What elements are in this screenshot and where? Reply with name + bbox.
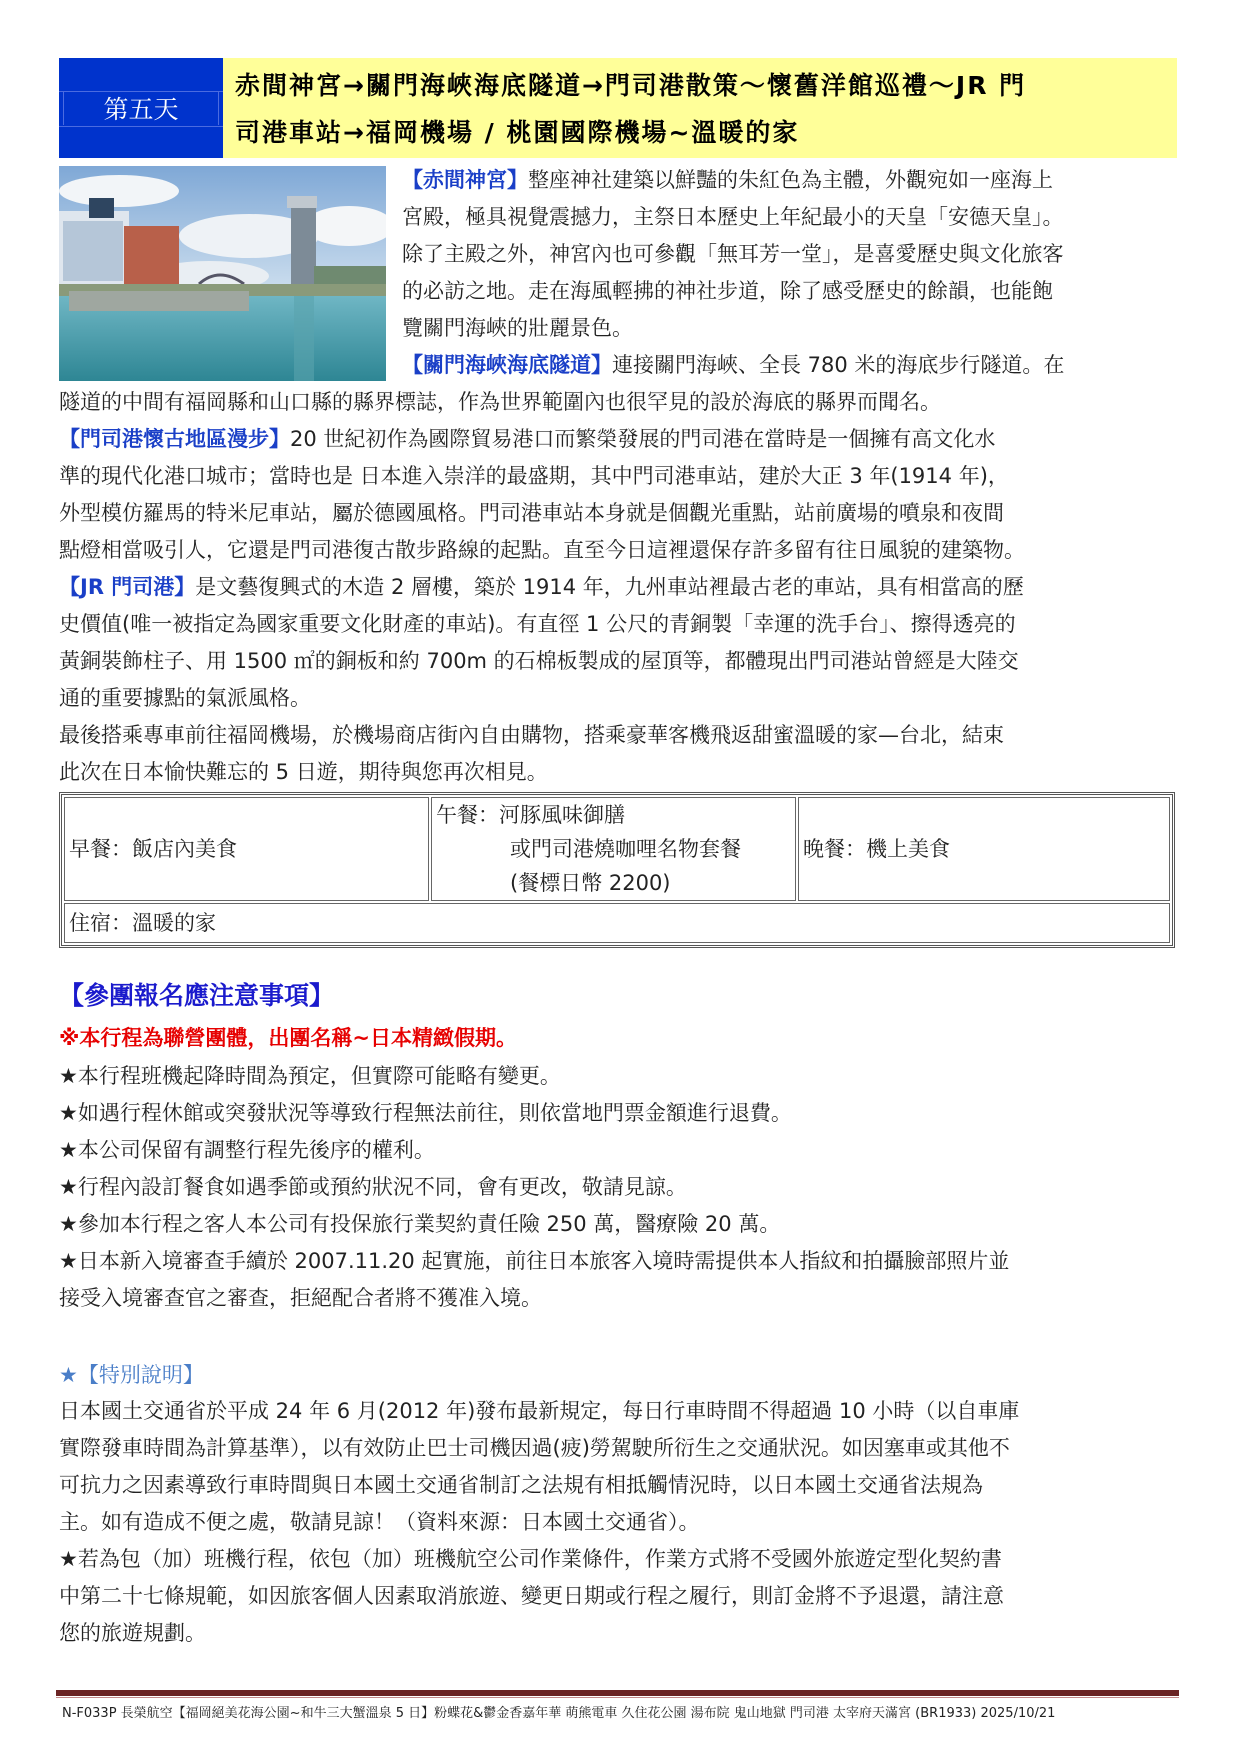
notice-item: ★行程內設訂餐食如遇季節或預約狀況不同，會有更改，敬請見諒。 xyxy=(59,1175,687,1199)
notice-item: 接受入境審查官之審查，拒絕配合者將不獲准入境。 xyxy=(59,1286,542,1310)
day-title-line-1: 赤間神宮→關門海峽海底隧道→門司港散策～懷舊洋館巡禮～JR 門 xyxy=(235,71,1027,100)
tunnel-paragraph-line-2: 隧道的中間有福岡縣和山口縣的縣界標誌，作為世界範圍內也很罕見的設於海底的縣界而聞名。 xyxy=(59,390,941,414)
footer-product-code: N-F033P 長榮航空【福岡絕美花海公園~和牛三大蟹溫泉 5 日】粉蝶花&鬱金香嘉年華 萌熊電車 久住花公園 湯布院 鬼山地獄 門司港 太宰府天滿宮 (BR1933) 2025/10/21 xyxy=(62,1706,1056,1721)
special-line: 主。如有造成不便之處，敬請見諒！（資料來源：日本國土交通省）。 xyxy=(59,1510,700,1534)
joint-tour-note: ※本行程為聯營團體，出團名稱~日本精緻假期。 xyxy=(59,1026,518,1050)
meal-table xyxy=(59,792,1175,948)
special-line: ★若為包（加）班機行程，依包（加）班機航空公司作業條件，作業方式將不受國外旅遊定型化契約書 xyxy=(59,1547,1002,1571)
jr-paragraph-line-1: 【JR 門司港】是文藝復興式的木造 2 層樓，築於 1914 年，九州車站裡最古老的車站，具有相當高的歷 xyxy=(59,575,1024,599)
notices-title: 【參團報名應注意事項】 xyxy=(59,981,335,1010)
notice-item: ★本行程班機起降時間為預定，但實際可能略有變更。 xyxy=(59,1064,561,1088)
day-title-line-2: 司港車站→福岡機場 / 桃園國際機場~溫暖的家 xyxy=(235,118,800,147)
tunnel-title: 【關門海峽海底隧道】 xyxy=(402,353,612,377)
notice-item: ★本公司保留有調整行程先後序的權利。 xyxy=(59,1138,435,1162)
akama-paragraph-line-1: 【赤間神宮】整座神社建築以鮮豔的朱紅色為主體，外觀宛如一座海上 xyxy=(402,168,1053,192)
akama-paragraph-line-5: 覽關門海峽的壯麗景色。 xyxy=(402,316,633,340)
jr-paragraph-line-4: 通的重要據點的氣派風格。 xyxy=(59,686,311,710)
akama-title: 【赤間神宮】 xyxy=(402,168,528,192)
footer-divider xyxy=(56,1690,1179,1696)
closing-line-1: 最後搭乘專車前往福岡機場，於機場商店街內自由購物，搭乘豪華客機飛返甜蜜溫暖的家—台北，結束 xyxy=(59,723,1004,747)
footer-divider-thin xyxy=(56,1697,1179,1698)
akama-paragraph-line-2: 宮殿，極具視覺震撼力，主祭日本歷史上年紀最小的天皇「安德天皇」。 xyxy=(402,205,1064,229)
akama-harbor-photo xyxy=(59,166,386,381)
breakfast-cell: 早餐：飯店內美食 xyxy=(64,797,429,901)
notice-item: ★如遇行程休館或突發狀況等導致行程無法前往，則依當地門票金額進行退費。 xyxy=(59,1101,792,1125)
mojiko-paragraph-line-2: 準的現代化港口城市；當時也是 日本進入崇洋的最盛期，其中門司港車站，建於大正 3 年(1914 年)， xyxy=(59,464,1009,488)
special-line: 日本國土交通省於平成 24 年 6 月(2012 年)發布最新規定，每日行車時間不得超過 10 小時（以自車庫 xyxy=(59,1399,1020,1423)
special-line: 可抗力之因素導致行車時間與日本國土交通省制訂之法規有相抵觸情況時，以日本國土交通省法規為 xyxy=(59,1473,983,1497)
notice-item: ★日本新入境審查手續於 2007.11.20 起實施，前往日本旅客入境時需提供本人指紋和拍攝臉部照片並 xyxy=(59,1249,1010,1273)
lunch-line-2: 或門司港燒咖哩名物套餐 xyxy=(510,837,741,861)
closing-line-2: 此次在日本愉快難忘的 5 日遊，期待與您再次相見。 xyxy=(59,760,548,784)
meal-row xyxy=(64,797,1170,901)
mojiko-title: 【門司港懷古地區漫步】 xyxy=(59,427,290,451)
mojiko-paragraph-line-1: 【門司港懷古地區漫步】20 世紀初作為國際貿易港口而繁榮發展的門司港在當時是一個擁有高文化水 xyxy=(59,427,996,451)
jr-paragraph-line-2: 史價值(唯一被指定為國家重要文化財產的車站)。有直徑 1 公尺的青銅製「幸運的洗手台」、擦得透亮的 xyxy=(59,612,1016,636)
special-line: 您的旅遊規劃。 xyxy=(59,1621,206,1645)
akama-paragraph-line-3: 除了主殿之外，神宮內也可參觀「無耳芳一堂」，是喜愛歷史與文化旅客 xyxy=(402,242,1064,266)
tunnel-paragraph-line-1: 【關門海峽海底隧道】連接關門海峽、全長 780 米的海底步行隧道。在 xyxy=(402,353,1065,377)
day-title xyxy=(223,58,1177,158)
day-label: 第五天 xyxy=(103,95,179,124)
notice-item: ★參加本行程之客人本公司有投保旅行業契約責任險 250 萬，醫療險 20 萬。 xyxy=(59,1212,781,1236)
lunch-line-1: 午餐：河豚風味御膳 xyxy=(436,803,625,827)
lodging-row xyxy=(64,903,1170,943)
mojiko-paragraph-line-4: 點燈相當吸引人，它還是門司港復古散步路線的起點。直至今日這裡還保存許多留有往日風貌的建築物。 xyxy=(59,538,1025,562)
special-notes-title: ★【特別說明】 xyxy=(59,1363,204,1387)
dinner-cell: 晚餐：機上美食 xyxy=(798,797,1170,901)
special-line: 中第二十七條規範，如因旅客個人因素取消旅遊、變更日期或行程之履行，則訂金將不予退還，請注意 xyxy=(59,1584,1004,1608)
day-header xyxy=(59,58,1177,158)
special-line: 實際發車時間為計算基準），以有效防止巴士司機因過(疲)勞駕駛所衍生之交通狀況。如因塞車或其他不 xyxy=(59,1436,1010,1460)
day-badge xyxy=(59,58,223,158)
lodging-cell: 住宿：溫暖的家 xyxy=(64,903,1170,943)
mojiko-paragraph-line-3: 外型模仿羅馬的特米尼車站，屬於德國風格。門司港車站本身就是個觀光重點，站前廣場的噴泉和夜間 xyxy=(59,501,1004,525)
jr-title: 【JR 門司港】 xyxy=(59,575,196,599)
jr-paragraph-line-3: 黃銅裝飾柱子、用 1500 ㎡的銅板和約 700m 的石棉板製成的屋頂等，都體現出門司港站曾經是大陸交 xyxy=(59,649,1019,673)
akama-paragraph-line-4: 的必訪之地。走在海風輕拂的神社步道，除了感受歷史的餘韻，也能飽 xyxy=(402,279,1053,303)
lunch-cell xyxy=(431,797,796,901)
lunch-line-3: (餐標日幣 2200) xyxy=(510,871,671,895)
